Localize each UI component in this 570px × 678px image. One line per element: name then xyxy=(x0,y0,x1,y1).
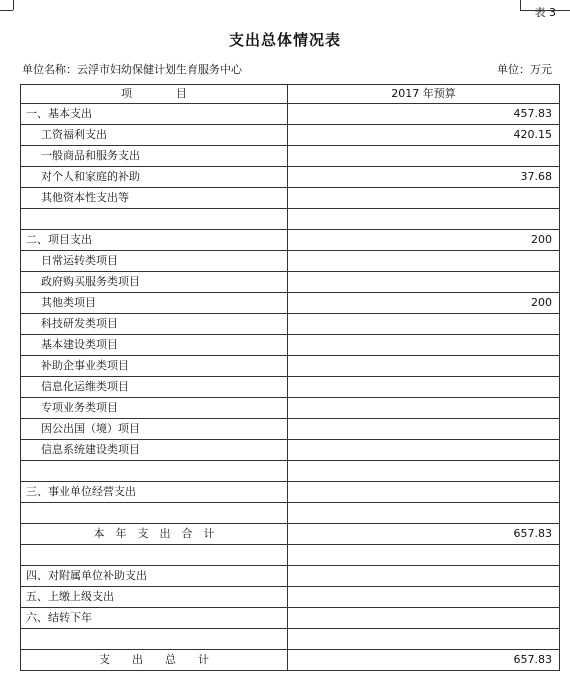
row-budget-value xyxy=(288,440,560,461)
crop-mark-left xyxy=(13,0,14,10)
row-budget-value xyxy=(288,482,560,503)
table-row xyxy=(21,146,560,167)
row-item-label: 科技研发类项目 xyxy=(21,314,288,335)
row-budget-value xyxy=(288,272,560,293)
table-row xyxy=(21,587,560,608)
row-budget-value xyxy=(288,503,560,524)
row-item-label: 对个人和家庭的补助 xyxy=(21,167,288,188)
row-item-label: 日常运转类项目 xyxy=(21,251,288,272)
table-row xyxy=(21,503,560,524)
table-row xyxy=(21,335,560,356)
row-budget-value: 457.83 xyxy=(288,104,560,125)
row-budget-value: 200 xyxy=(288,230,560,251)
row-item-label xyxy=(21,503,288,524)
row-item-label: 专项业务类项目 xyxy=(21,398,288,419)
row-item-label: 其他资本性支出等 xyxy=(21,188,288,209)
table-row xyxy=(21,650,560,671)
row-budget-value xyxy=(288,314,560,335)
row-budget-value xyxy=(288,419,560,440)
row-item-label: 信息化运维类项目 xyxy=(21,377,288,398)
table-row xyxy=(21,566,560,587)
row-item-label: 因公出国（境）项目 xyxy=(21,419,288,440)
table-row xyxy=(21,251,560,272)
sheet-number: 表 3 xyxy=(534,6,556,19)
unit-name: 单位名称：云浮市妇幼保健计划生育服务中心 xyxy=(22,63,242,76)
row-budget-value xyxy=(288,608,560,629)
row-budget-value xyxy=(288,377,560,398)
currency-unit: 单位：万元 xyxy=(497,63,552,76)
table-row xyxy=(21,209,560,230)
row-item-label xyxy=(21,629,288,650)
expenditure-table xyxy=(20,84,560,671)
table-row xyxy=(21,293,560,314)
table-row xyxy=(21,230,560,251)
row-budget-value: 657.83 xyxy=(288,650,560,671)
row-item-label: 二、项目支出 xyxy=(21,230,288,251)
column-header-item: 项 目 xyxy=(21,85,288,104)
table-row xyxy=(21,482,560,503)
row-item-label: 一、基本支出 xyxy=(21,104,288,125)
table-row xyxy=(21,125,560,146)
table-row xyxy=(21,377,560,398)
row-item-label: 支 出 总 计 xyxy=(21,650,288,671)
row-item-label: 补助企事业类项目 xyxy=(21,356,288,377)
row-item-label: 五、上缴上级支出 xyxy=(21,587,288,608)
row-budget-value xyxy=(288,545,560,566)
table-row xyxy=(21,440,560,461)
row-item-label: 六、结转下年 xyxy=(21,608,288,629)
row-budget-value xyxy=(288,251,560,272)
table-row xyxy=(21,104,560,125)
column-header-budget: 2017 年预算 xyxy=(288,85,560,104)
table-row xyxy=(21,545,560,566)
table-row xyxy=(21,188,560,209)
row-budget-value xyxy=(288,566,560,587)
table-row xyxy=(21,461,560,482)
row-item-label: 基本建设类项目 xyxy=(21,335,288,356)
row-item-label: 四、对附属单位补助支出 xyxy=(21,566,288,587)
table-row xyxy=(21,524,560,545)
row-item-label: 本 年 支 出 合 计 xyxy=(21,524,288,545)
row-budget-value: 37.68 xyxy=(288,167,560,188)
row-budget-value xyxy=(288,398,560,419)
row-budget-value: 420.15 xyxy=(288,125,560,146)
row-budget-value xyxy=(288,209,560,230)
table-row xyxy=(21,398,560,419)
row-budget-value xyxy=(288,335,560,356)
table-row xyxy=(21,608,560,629)
row-item-label xyxy=(21,545,288,566)
row-item-label: 其他类项目 xyxy=(21,293,288,314)
table-row xyxy=(21,272,560,293)
table-row xyxy=(21,629,560,650)
row-budget-value: 200 xyxy=(288,293,560,314)
crop-mark-left-h xyxy=(0,10,13,11)
row-item-label: 政府购买服务类项目 xyxy=(21,272,288,293)
crop-mark-right xyxy=(520,0,521,10)
page-title: 支出总体情况表 xyxy=(228,31,341,49)
row-item-label xyxy=(21,461,288,482)
table-row xyxy=(21,356,560,377)
table-row xyxy=(21,314,560,335)
row-item-label: 信息系统建设类项目 xyxy=(21,440,288,461)
table-header-row xyxy=(21,85,560,104)
row-item-label: 三、事业单位经营支出 xyxy=(21,482,288,503)
row-budget-value xyxy=(288,146,560,167)
row-budget-value xyxy=(288,188,560,209)
row-budget-value xyxy=(288,461,560,482)
table-row xyxy=(21,167,560,188)
row-item-label: 工资福利支出 xyxy=(21,125,288,146)
row-budget-value xyxy=(288,587,560,608)
row-budget-value xyxy=(288,629,560,650)
row-budget-value xyxy=(288,356,560,377)
row-item-label xyxy=(21,209,288,230)
table-row xyxy=(21,419,560,440)
row-budget-value: 657.83 xyxy=(288,524,560,545)
row-item-label: 一般商品和服务支出 xyxy=(21,146,288,167)
